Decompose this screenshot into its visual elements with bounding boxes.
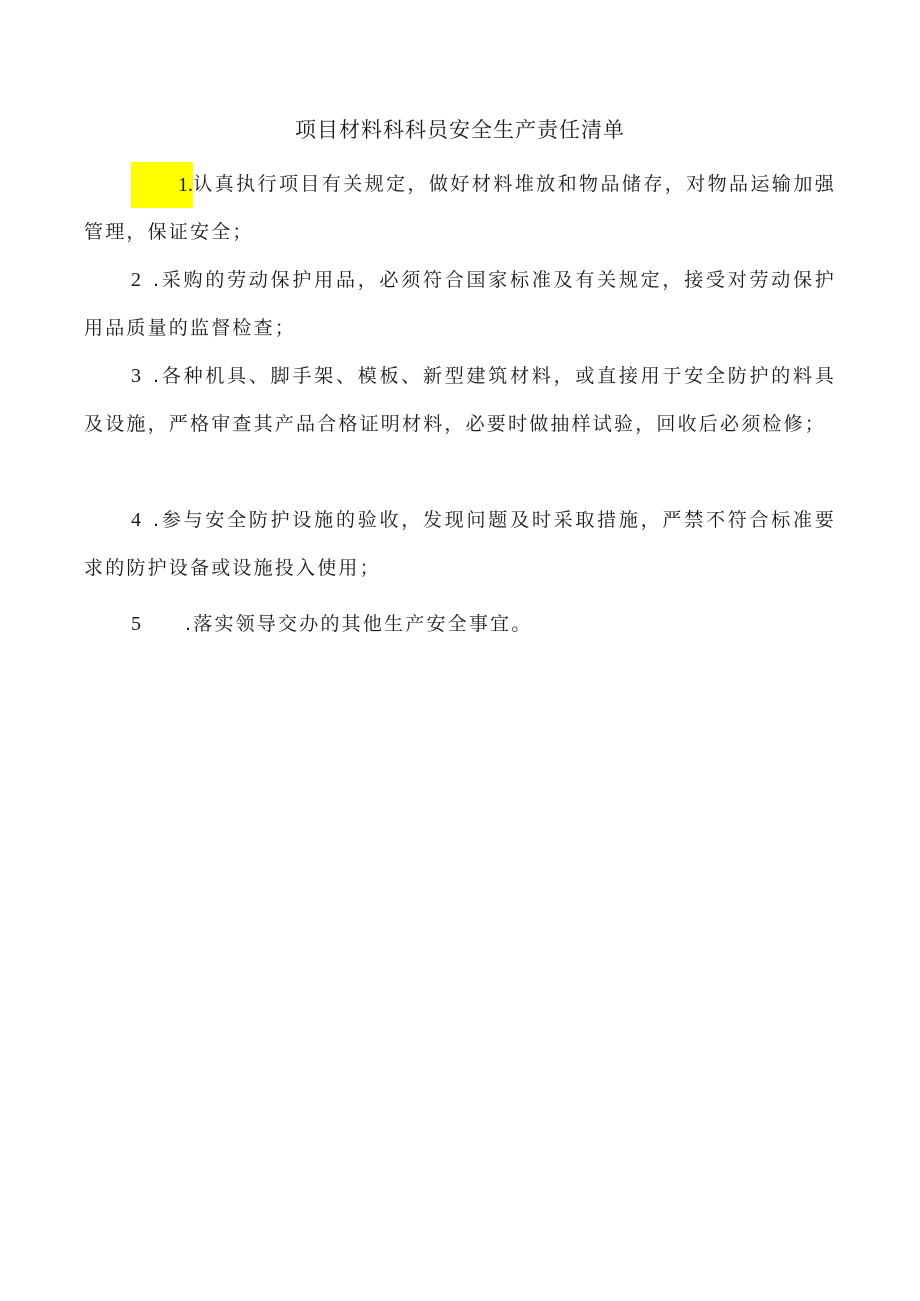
item-number: 5 [131,613,141,635]
list-item-1 [84,160,836,256]
item-separator: . [153,365,162,387]
list-item-5 [84,600,836,648]
item-separator: . [185,613,194,635]
item-text: 认真执行项目有关规定，做好材料堆放和物品储存，对物品运输加强管理，保证安全； [84,173,836,243]
list-item-4 [84,496,836,592]
item-text: 采购的劳动保护用品，必须符合国家标准及有关规定，接受对劳动保护用品质量的监督检查； [84,269,836,339]
item-separator: . [188,174,193,196]
item-number: 3 [131,365,141,387]
highlighted-item-number [131,162,193,208]
item-number: 1 [178,174,188,196]
item-number: 4 [131,509,141,531]
list-item-3 [84,352,836,448]
item-separator: . [153,269,162,291]
item-number: 2 [131,269,141,291]
list-item-2 [84,256,836,352]
item-text: 各种机具、脚手架、模板、新型建筑材料，或直接用于安全防护的料具及设施，严格审查其产品合格证明材料，必要时做抽样试验，回收后必须检修； [84,365,836,435]
item-separator: . [153,509,162,531]
item-text: 落实领导交办的其他生产安全事宜。 [193,613,533,635]
item-text: 参与安全防护设施的验收，发现问题及时采取措施，严禁不符合标准要求的防护设备或设施投入使用； [84,509,836,579]
document-title: 项目材料科科员安全生产责任清单 [295,118,625,142]
